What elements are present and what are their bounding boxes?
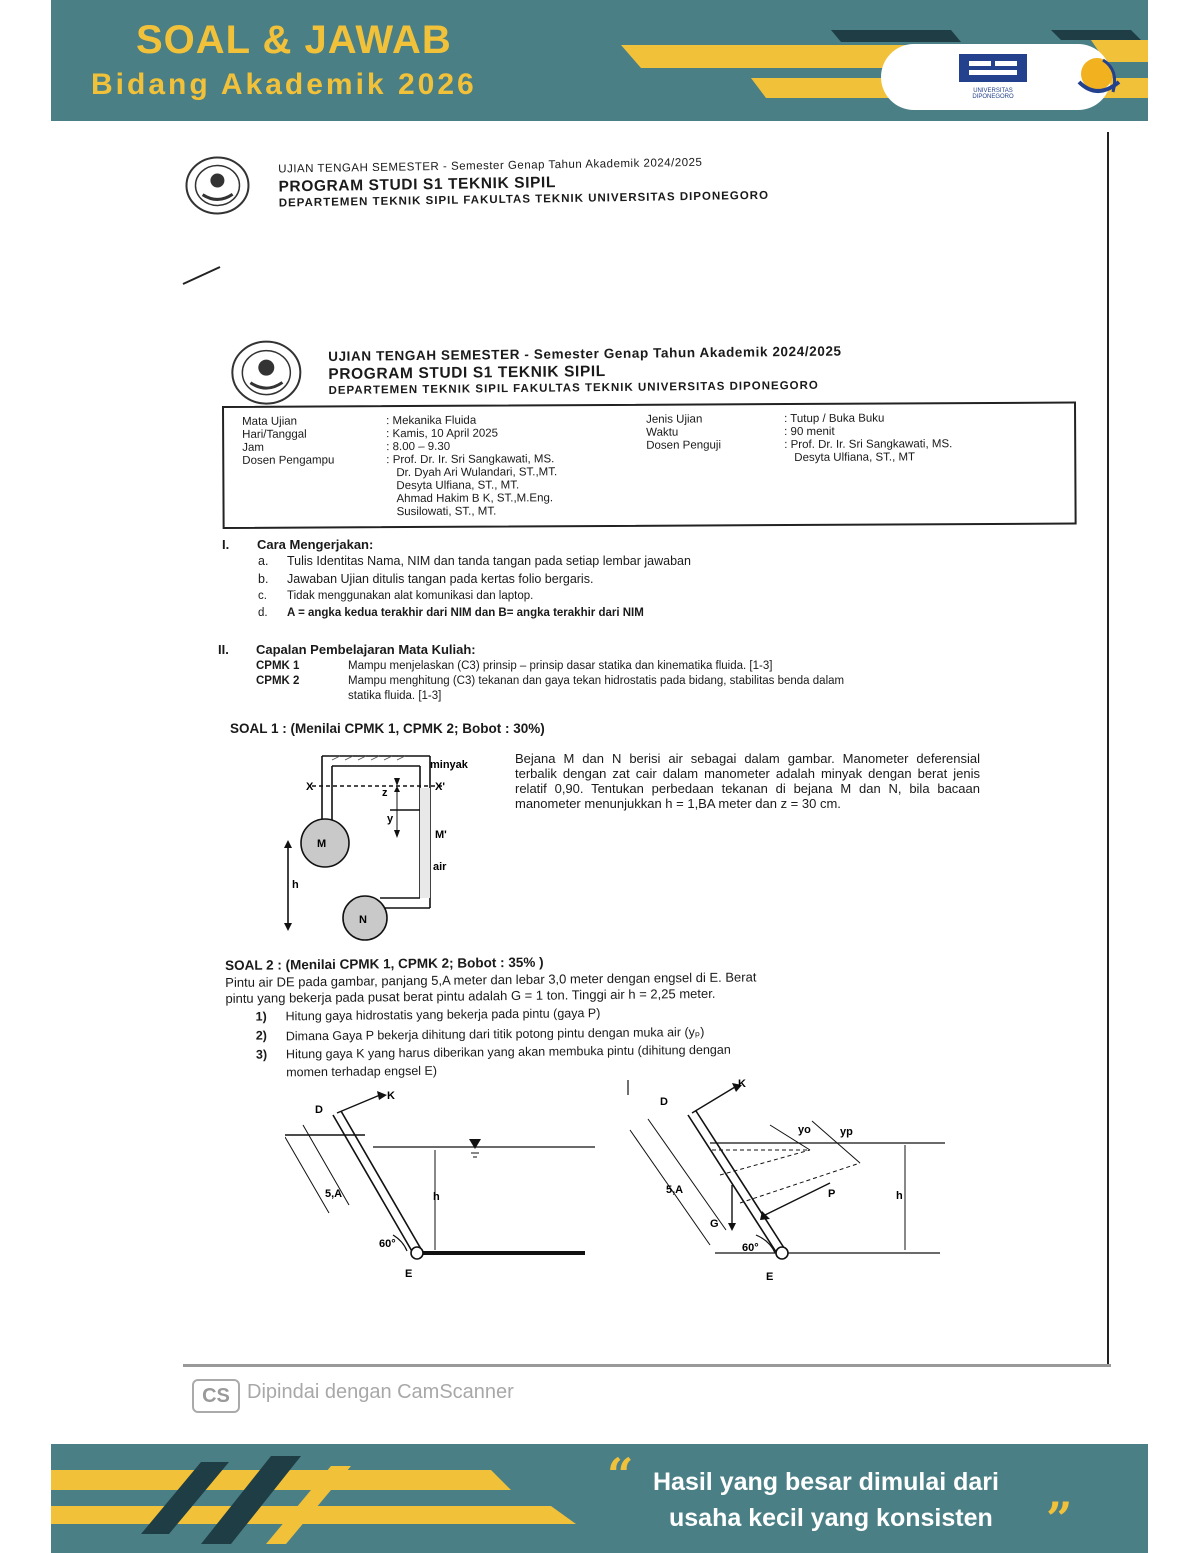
label-k: K [738, 1078, 746, 1090]
info-label: Jam [242, 441, 264, 454]
soal2-block [225, 950, 995, 1080]
banner-subtitle: Bidang Akademik 2026 [91, 68, 477, 101]
info-value: : Tutup / Buka Buku [784, 412, 885, 426]
page-edge [1107, 132, 1109, 1367]
gate-diagram-left [285, 1085, 595, 1285]
label-h: h [433, 1191, 440, 1203]
label-h: h [292, 879, 299, 891]
q-text: Hitung gaya K yang harus diberikan yang akan membuka pintu (dihitung dengan [285, 1042, 731, 1062]
label-d: D [660, 1096, 668, 1108]
quote-line1: Hasil yang besar dimulai dari [653, 1468, 999, 1496]
info-value: Desyta Ulfiana, ST., MT. [396, 479, 520, 493]
university-seal-icon [182, 154, 253, 217]
info-value: Desyta Ulfiana, ST., MT [794, 451, 916, 465]
section2-title: Capalan Pembelajaran Mata Kuliah: [256, 642, 476, 657]
q-text: Hitung gaya hidrostatis yang bekerja pada pintu (gaya P) [285, 1006, 601, 1024]
label-e: E [405, 1268, 413, 1280]
banner-title: SOAL & JAWAB [136, 18, 452, 62]
label-k: K [387, 1090, 395, 1102]
main-header-line3: DEPARTEMEN TEKNIK SIPIL FAKULTAS TEKNIK UNIVERSITAS DIPONEGORO [328, 379, 819, 397]
info-value: Ahmad Hakim B K, ST.,M.Eng. [396, 492, 554, 506]
label-m: M [317, 838, 327, 850]
pen-stroke [180, 262, 225, 287]
info-label: Dosen Penguji [646, 439, 722, 452]
info-value: : Prof. Dr. Ir. Sri Sangkawati, MS. [784, 438, 953, 452]
info-value: : 90 menit [784, 425, 835, 439]
cpmk-text: Mampu menghitung (C3) tekanan dan gaya tekan hidrostatis pada bidang, stabilitas benda dalam [348, 675, 845, 687]
instr-key: b. [258, 572, 269, 586]
section1-number: I. [222, 537, 230, 552]
q-key: 2) [255, 1028, 268, 1043]
label-m2: M' [435, 829, 447, 841]
label-x: X [306, 781, 314, 793]
info-label: Hari/Tanggal [242, 428, 307, 441]
info-label: Jenis Ujian [646, 413, 703, 426]
q-key: 3) [255, 1047, 268, 1062]
gate-diagram-right [620, 1075, 950, 1285]
label-d: D [315, 1104, 323, 1116]
instr-text: Jawaban Ujian ditulis tangan pada kertas folio bergaris. [287, 572, 594, 586]
footer-banner [51, 1444, 1148, 1553]
label-length: 5,A [666, 1184, 684, 1196]
label-y: y [387, 813, 394, 825]
label-air: air [433, 861, 447, 873]
instr-key: d. [258, 607, 268, 619]
label-angle: 60° [742, 1242, 759, 1254]
label-angle: 60° [379, 1238, 396, 1250]
q-key: 1) [255, 1009, 267, 1024]
label-g: G [710, 1218, 719, 1230]
small-header-line2: PROGRAM STUDI S1 TEKNIK SIPIL [278, 174, 557, 196]
info-value: : Kamis, 10 April 2025 [386, 427, 499, 441]
soal2-intro1: Pintu air DE pada gambar, panjang 5,A meter dan lebar 3,0 meter dengan engsel di E. Berat [225, 969, 757, 990]
info-label: Dosen Pengampu [242, 454, 335, 467]
cpmk-continuation: statika fluida. [1-3] [348, 690, 442, 702]
info-value: : Prof. Dr. Ir. Sri Sangkawati, MS. [386, 453, 555, 467]
university-seal-icon-2 [228, 339, 305, 406]
label-h: h [896, 1190, 903, 1202]
label-length: 5,A [325, 1188, 343, 1200]
label-z: z [382, 787, 388, 799]
left-labels [242, 415, 334, 467]
close-quote-icon: ” [1046, 1492, 1073, 1546]
small-exam-header [182, 142, 983, 225]
label-minyak: minyak [430, 759, 468, 771]
camscanner-text: Dipindai dengan CamScanner [247, 1381, 514, 1403]
manometer-diagram [270, 748, 485, 943]
instr-text: Tidak menggunakan alat komunikasi dan laptop. [287, 590, 534, 602]
soal1-title: SOAL 1 : (Menilai CPMK 1, CPMK 2; Bobot : 30%) [230, 721, 545, 736]
camscanner-badge: CS [192, 1379, 240, 1413]
main-header-line2: PROGRAM STUDI S1 TEKNIK SIPIL [328, 363, 606, 383]
cpmk-text: Mampu menjelaskan (C3) prinsip – prinsip dasar statika dan kinematika fluida. [1-3] [348, 660, 773, 672]
instr-key: a. [258, 554, 269, 568]
soal1-text: Bejana M dan N berisi air sebagai dalam gambar. Manometer deferensial terbalik dengan zat cair dalam manometer adalah minyak dengan berat jenis relatif 0,90. Tentukan perbedaan tekanan di bejana M dan N, bila bacaan manometer menunjukkan h = 1,BA meter dan z = 30 cm. [515, 751, 980, 811]
info-label: Waktu [646, 426, 679, 439]
logo-caption: UNIVERSITAS DIPONEGORO [972, 88, 1014, 100]
main-exam-header [228, 332, 1029, 410]
info-value: : Mekanika Fluida [386, 414, 477, 428]
q-text-cont: momen terhadap engsel E) [286, 1063, 438, 1080]
small-header-line1: UJIAN TENGAH SEMESTER - Semester Genap Tahun Akademik 2024/2025 [278, 156, 703, 176]
info-value: Dr. Dyah Ari Wulandari, ST.,MT. [396, 466, 558, 480]
quote-line2: usaha kecil yang konsisten [669, 1504, 993, 1532]
instr-text: A = angka kedua terakhir dari NIM dan B= angka terakhir dari NIM [287, 607, 644, 619]
open-quote-icon: “ [607, 1448, 634, 1502]
cpmk-key: CPMK 2 [256, 675, 300, 687]
instr-key: c. [258, 590, 267, 602]
info-label: Mata Ujian [242, 415, 298, 428]
label-n: N [359, 914, 367, 926]
cpmk-key: CPMK 1 [256, 660, 300, 672]
small-header-line3: DEPARTEMEN TEKNIK SIPIL FAKULTAS TEKNIK UNIVERSITAS DIPONEGORO [278, 189, 770, 210]
right-values [784, 412, 952, 465]
label-e: E [766, 1271, 774, 1283]
info-value: Susilowati, ST., MT. [396, 505, 497, 519]
main-header-line1: UJIAN TENGAH SEMESTER - Semester Genap Tahun Akademik 2024/2025 [328, 343, 842, 364]
exam-info-box [222, 402, 1077, 529]
q-text: Dimana Gaya P bekerja dihitung dari titik potong pintu dengan muka air (yₚ) [285, 1024, 705, 1044]
section2-number: II. [218, 642, 229, 657]
page-bottom-edge [183, 1364, 1111, 1367]
soal2-title: SOAL 2 : (Menilai CPMK 1, CPMK 2; Bobot : 35% ) [225, 954, 544, 973]
soal2-intro2: pintu yang bekerja pada pusat berat pintu adalah G = 1 ton. Tinggi air h = 2,25 meter. [225, 985, 716, 1006]
right-labels [646, 413, 721, 452]
footer-stripes [51, 1444, 651, 1553]
label-yp: yp [840, 1126, 853, 1138]
instr-text: Tulis Identitas Nama, NIM dan tanda tangan pada setiap lembar jawaban [287, 554, 691, 568]
section1-title: Cara Mengerjakan: [257, 537, 374, 552]
left-values [386, 414, 557, 519]
label-y0: yo [798, 1124, 811, 1136]
info-value: : 8.00 – 9.30 [386, 440, 451, 454]
label-x2: X' [435, 781, 445, 793]
label-p: P [828, 1188, 836, 1200]
